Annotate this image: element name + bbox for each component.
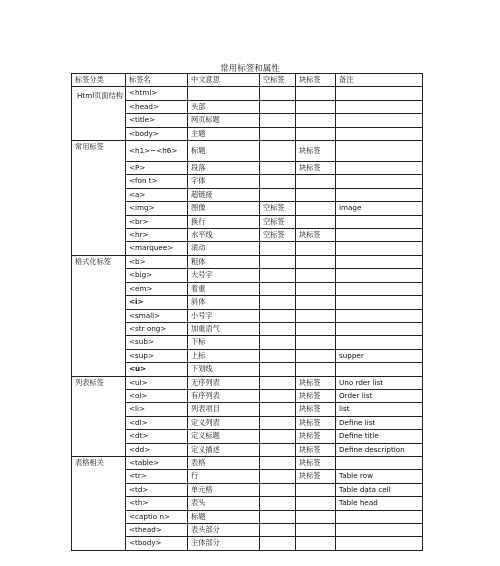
block-tag-cell: 块标签 xyxy=(296,229,336,242)
block-tag-cell xyxy=(296,309,336,322)
note-cell xyxy=(336,255,423,268)
note-cell: Table data cell xyxy=(336,483,423,496)
meaning-cell: 着重 xyxy=(188,282,260,295)
tag-name-cell: <captio n> xyxy=(126,510,188,523)
tag-name-cell: <sup> xyxy=(126,349,188,362)
tag-table xyxy=(71,73,423,551)
note-cell xyxy=(336,456,423,469)
meaning-cell: 字体 xyxy=(188,175,260,188)
tag-name-cell: <u> xyxy=(126,363,188,376)
meaning-cell: 滚动 xyxy=(188,242,260,255)
meaning-cell: 定义标题 xyxy=(188,430,260,443)
block-tag-cell xyxy=(296,322,336,335)
tag-name-cell: <br> xyxy=(126,215,188,228)
tag-name-cell: <em> xyxy=(126,282,188,295)
meaning-cell: 标题 xyxy=(188,141,260,162)
tag-name-cell: <html> xyxy=(126,87,188,100)
tag-name-cell: <head> xyxy=(126,100,188,113)
block-tag-cell: 块标签 xyxy=(296,376,336,389)
note-cell xyxy=(336,510,423,523)
tag-name-cell: <tbody> xyxy=(126,537,188,550)
block-tag-cell xyxy=(296,483,336,496)
block-tag-cell: 块标签 xyxy=(296,456,336,469)
empty-tag-cell: 空标签 xyxy=(260,215,296,228)
block-tag-cell xyxy=(296,363,336,376)
empty-tag-cell xyxy=(260,127,296,140)
note-cell xyxy=(336,282,423,295)
meaning-cell: 换行 xyxy=(188,215,260,228)
note-cell xyxy=(336,229,423,242)
note-cell xyxy=(336,524,423,537)
note-cell xyxy=(336,537,423,550)
category-cell: 列表标签 xyxy=(72,376,126,456)
tag-name-cell: <small> xyxy=(126,309,188,322)
tag-name-cell: <title> xyxy=(126,114,188,127)
tag-name-cell: <thead> xyxy=(126,524,188,537)
block-tag-cell xyxy=(296,524,336,537)
empty-tag-cell xyxy=(260,497,296,510)
table-row xyxy=(72,87,423,100)
empty-tag-cell xyxy=(260,349,296,362)
block-tag-cell xyxy=(296,175,336,188)
category-cell: 常用标签 xyxy=(72,141,126,256)
meaning-cell: 小号字 xyxy=(188,309,260,322)
note-cell: Uno rder list xyxy=(336,376,423,389)
empty-tag-cell xyxy=(260,336,296,349)
note-cell xyxy=(336,100,423,113)
note-cell: Table head xyxy=(336,497,423,510)
tag-name-cell: <i> xyxy=(126,296,188,309)
tag-name-cell: <dd> xyxy=(126,443,188,456)
note-cell: Define list xyxy=(336,416,423,429)
meaning-cell: 主题 xyxy=(188,127,260,140)
meaning-cell: 定义列表 xyxy=(188,416,260,429)
empty-tag-cell xyxy=(260,363,296,376)
meaning-cell: 标题 xyxy=(188,510,260,523)
note-cell xyxy=(336,175,423,188)
meaning-cell: 表头 xyxy=(188,497,260,510)
note-cell xyxy=(336,127,423,140)
tag-name-cell: <tr> xyxy=(126,470,188,483)
block-tag-cell xyxy=(296,296,336,309)
tag-name-cell: <img> xyxy=(126,202,188,215)
header-cell: 标签分类 xyxy=(72,74,126,87)
block-tag-cell xyxy=(296,114,336,127)
meaning-cell: 头部 xyxy=(188,100,260,113)
empty-tag-cell xyxy=(260,188,296,201)
note-cell: Define description xyxy=(336,443,423,456)
category-cell: 格式化标签 xyxy=(72,255,126,376)
empty-tag-cell xyxy=(260,296,296,309)
meaning-cell: 段落 xyxy=(188,162,260,175)
page-title: 常用标签和属性 xyxy=(220,64,280,74)
header-row xyxy=(72,74,423,87)
empty-tag-cell xyxy=(260,524,296,537)
meaning-cell: 超链接 xyxy=(188,188,260,201)
table-row xyxy=(72,376,423,389)
empty-tag-cell xyxy=(260,269,296,282)
note-cell: Table row xyxy=(336,470,423,483)
meaning-cell: 水平线 xyxy=(188,229,260,242)
category-cell: 表格相关 xyxy=(72,456,126,550)
empty-tag-cell xyxy=(260,430,296,443)
empty-tag-cell xyxy=(260,456,296,469)
note-cell xyxy=(336,363,423,376)
meaning-cell: 上标 xyxy=(188,349,260,362)
empty-tag-cell xyxy=(260,416,296,429)
block-tag-cell xyxy=(296,100,336,113)
note-cell xyxy=(336,141,423,162)
tag-name-cell: <ul> xyxy=(126,376,188,389)
block-tag-cell: 块标签 xyxy=(296,403,336,416)
table-row xyxy=(72,456,423,469)
meaning-cell: 表格 xyxy=(188,456,260,469)
note-cell: supper xyxy=(336,349,423,362)
note-cell: list xyxy=(336,403,423,416)
empty-tag-cell xyxy=(260,87,296,100)
tag-name-cell: <hr> xyxy=(126,229,188,242)
block-tag-cell xyxy=(296,87,336,100)
meaning-cell: 行 xyxy=(188,470,260,483)
tag-name-cell: <dt> xyxy=(126,430,188,443)
block-tag-cell xyxy=(296,336,336,349)
block-tag-cell: 块标签 xyxy=(296,470,336,483)
empty-tag-cell xyxy=(260,376,296,389)
block-tag-cell: 块标签 xyxy=(296,162,336,175)
tag-name-cell: <big> xyxy=(126,269,188,282)
empty-tag-cell xyxy=(260,322,296,335)
block-tag-cell xyxy=(296,255,336,268)
header-cell: 备注 xyxy=(336,74,423,87)
meaning-cell: 无序列表 xyxy=(188,376,260,389)
empty-tag-cell xyxy=(260,510,296,523)
header-cell: 中文意思 xyxy=(188,74,260,87)
empty-tag-cell xyxy=(260,282,296,295)
meaning-cell: 下标 xyxy=(188,336,260,349)
meaning-cell: 表头部分 xyxy=(188,524,260,537)
tag-name-cell: <sub> xyxy=(126,336,188,349)
meaning-cell: 粗体 xyxy=(188,255,260,268)
tag-name-cell: <a> xyxy=(126,188,188,201)
tag-name-cell: <th> xyxy=(126,497,188,510)
block-tag-cell: 块标签 xyxy=(296,141,336,162)
block-tag-cell: 块标签 xyxy=(296,443,336,456)
empty-tag-cell xyxy=(260,100,296,113)
block-tag-cell: 块标签 xyxy=(296,389,336,402)
table-row xyxy=(72,141,423,162)
tag-name-cell: <str ong> xyxy=(126,322,188,335)
header-cell: 块标签 xyxy=(296,74,336,87)
note-cell xyxy=(336,269,423,282)
header-cell: 标签名 xyxy=(126,74,188,87)
empty-tag-cell xyxy=(260,483,296,496)
tag-name-cell: <li> xyxy=(126,403,188,416)
meaning-cell: 加重语气 xyxy=(188,322,260,335)
header-cell: 空标签 xyxy=(260,74,296,87)
note-cell: image xyxy=(336,202,423,215)
empty-tag-cell xyxy=(260,470,296,483)
category-cell: Html页面结构 xyxy=(72,87,126,141)
block-tag-cell xyxy=(296,202,336,215)
note-cell xyxy=(336,309,423,322)
note-cell xyxy=(336,296,423,309)
empty-tag-cell xyxy=(260,162,296,175)
empty-tag-cell xyxy=(260,403,296,416)
empty-tag-cell xyxy=(260,537,296,550)
note-cell xyxy=(336,322,423,335)
table-row xyxy=(72,255,423,268)
block-tag-cell xyxy=(296,242,336,255)
empty-tag-cell xyxy=(260,443,296,456)
meaning-cell: 网页标题 xyxy=(188,114,260,127)
tag-name-cell: <ol> xyxy=(126,389,188,402)
block-tag-cell xyxy=(296,269,336,282)
meaning-cell: 有序列表 xyxy=(188,389,260,402)
meaning-cell: 主体部分 xyxy=(188,537,260,550)
empty-tag-cell xyxy=(260,175,296,188)
tag-name-cell: <b> xyxy=(126,255,188,268)
empty-tag-cell xyxy=(260,141,296,162)
meaning-cell: 斜体 xyxy=(188,296,260,309)
empty-tag-cell xyxy=(260,389,296,402)
note-cell: Define title xyxy=(336,430,423,443)
block-tag-cell xyxy=(296,510,336,523)
empty-tag-cell xyxy=(260,114,296,127)
block-tag-cell: 块标签 xyxy=(296,416,336,429)
tag-name-cell: <marquee> xyxy=(126,242,188,255)
empty-tag-cell xyxy=(260,242,296,255)
tag-name-cell: <fon t> xyxy=(126,175,188,188)
tag-name-cell: <P> xyxy=(126,162,188,175)
note-cell xyxy=(336,114,423,127)
empty-tag-cell: 空标签 xyxy=(260,229,296,242)
tag-name-cell: <td> xyxy=(126,483,188,496)
block-tag-cell xyxy=(296,497,336,510)
meaning-cell xyxy=(188,87,260,100)
meaning-cell: 图像 xyxy=(188,202,260,215)
empty-tag-cell: 空标签 xyxy=(260,202,296,215)
meaning-cell: 定义描述 xyxy=(188,443,260,456)
note-cell xyxy=(336,188,423,201)
note-cell xyxy=(336,87,423,100)
meaning-cell: 单元格 xyxy=(188,483,260,496)
note-cell xyxy=(336,336,423,349)
block-tag-cell xyxy=(296,215,336,228)
block-tag-cell xyxy=(296,188,336,201)
block-tag-cell xyxy=(296,537,336,550)
meaning-cell: 大号字 xyxy=(188,269,260,282)
note-cell xyxy=(336,215,423,228)
tag-name-cell: <dl> xyxy=(126,416,188,429)
tag-name-cell: <table> xyxy=(126,456,188,469)
block-tag-cell xyxy=(296,349,336,362)
block-tag-cell xyxy=(296,127,336,140)
note-cell xyxy=(336,162,423,175)
empty-tag-cell xyxy=(260,309,296,322)
meaning-cell: 列表项目 xyxy=(188,403,260,416)
block-tag-cell: 块标签 xyxy=(296,430,336,443)
block-tag-cell xyxy=(296,282,336,295)
tag-name-cell: <h1>~<h6> xyxy=(126,141,188,162)
note-cell: Order list xyxy=(336,389,423,402)
tag-name-cell: <body> xyxy=(126,127,188,140)
empty-tag-cell xyxy=(260,255,296,268)
note-cell xyxy=(336,242,423,255)
meaning-cell: 下划线 xyxy=(188,363,260,376)
